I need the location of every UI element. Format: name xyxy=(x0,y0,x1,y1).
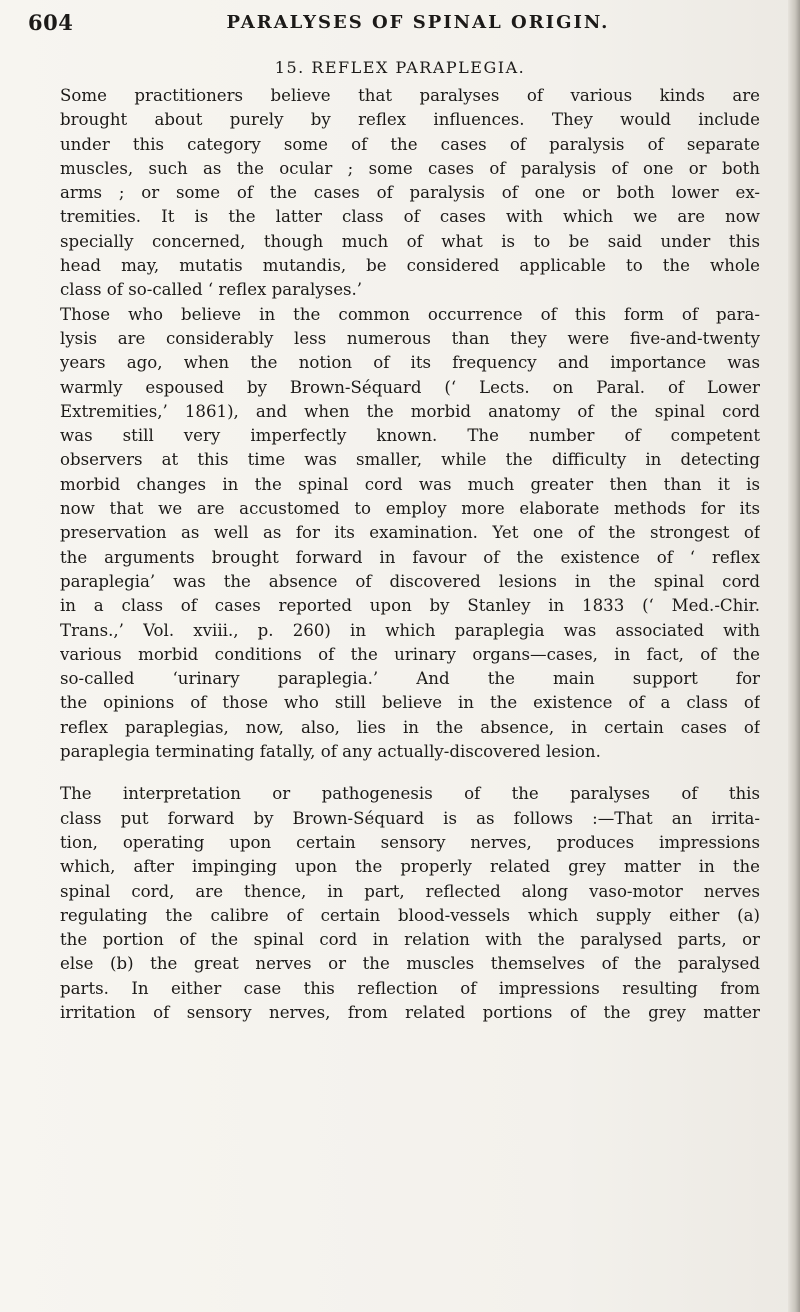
paragraph-2 xyxy=(60,303,760,765)
text-line: arms ; or some of the cases of paralysis of one or both lower ex- xyxy=(60,183,760,203)
text-line: specially concerned, though much of what is to be said under this xyxy=(60,231,760,251)
section-heading: 15. REFLEX PARAPLEGIA. xyxy=(274,58,526,77)
text-line: years ago, when the notion of its frequency and importance was xyxy=(60,353,760,373)
text-line: morbid changes in the spinal cord was much greater then than it is xyxy=(60,474,760,494)
text-line: now that we are accustomed to employ more elaborate methods for its xyxy=(60,499,760,519)
text-line: regulating the calibre of certain blood-vessels which supply either (a) xyxy=(60,905,760,925)
page-header xyxy=(28,8,768,40)
text-line: muscles, such as the ocular ; some cases of paralysis of one or both xyxy=(60,158,760,178)
text-line: else (b) the great nerves or the muscles themselves of the paralysed xyxy=(60,954,760,974)
text-line: spinal cord, are thence, in part, reflected along vaso-motor nerves xyxy=(60,881,760,901)
text-line: Extremities,’ 1861), and when the morbid anatomy of the spinal cord xyxy=(60,401,760,421)
text-line: paraplegia terminating fatally, of any actually-discovered lesion. xyxy=(60,742,601,762)
body-text xyxy=(60,84,760,1025)
text-line: so-called ‘urinary paraplegia.’ And the main support for xyxy=(60,669,760,689)
text-line: the opinions of those who still believe in the existence of a class of xyxy=(60,693,760,713)
paragraph-3 xyxy=(60,782,760,1025)
text-line: which, after impinging upon the properly related grey matter in the xyxy=(60,857,760,877)
page-number: 604 xyxy=(28,10,74,35)
text-line: class of so-called ‘ reflex paralyses.’ xyxy=(60,280,363,300)
paragraph-1 xyxy=(60,84,760,303)
paragraph-gap xyxy=(60,764,760,782)
text-line: the portion of the spinal cord in relation with the paralysed parts, or xyxy=(60,930,760,950)
text-line: brought about purely by reflex influences. They would include xyxy=(60,110,760,130)
text-line: head may, mutatis mutandis, be considered applicable to the whole xyxy=(60,256,760,276)
text-line: Trans.,’ Vol. xviii., p. 260) in which paraplegia was associated with xyxy=(60,620,760,640)
text-line: paraplegia’ was the absence of discovered lesions in the spinal cord xyxy=(60,571,760,591)
text-line: in a class of cases reported upon by Stanley in 1833 (‘ Med.-Chir. xyxy=(60,596,760,616)
text-line: preservation as well as for its examination. Yet one of the strongest of xyxy=(60,523,760,543)
text-line: lysis are considerably less numerous than they were five-and-twenty xyxy=(60,328,760,348)
text-line: tion, operating upon certain sensory nerves, produces impressions xyxy=(60,832,760,852)
text-line: The interpretation or pathogenesis of the paralyses of this xyxy=(60,784,760,804)
text-line: under this category some of the cases of paralysis of separate xyxy=(60,134,760,154)
text-line: various morbid conditions of the urinary organs—cases, in fact, of the xyxy=(60,644,760,664)
text-line: was still very imperfectly known. The number of competent xyxy=(60,426,760,446)
text-line: Those who believe in the common occurrence of this form of para- xyxy=(60,304,760,324)
text-line: the arguments brought forward in favour of the existence of ‘ reflex xyxy=(60,547,760,567)
running-head: PARALYSES OF SPINAL ORIGIN. xyxy=(226,12,610,33)
text-line: irritation of sensory nerves, from related portions of the grey matter xyxy=(60,1002,760,1022)
text-line: class put forward by Brown-Séquard is as follows :—That an irrita- xyxy=(60,808,760,828)
text-line: Some practitioners believe that paralyses of various kinds are xyxy=(60,86,760,105)
text-line: warmly espoused by Brown-Séquard (‘ Lects. on Paral. of Lower xyxy=(60,377,760,397)
text-line: observers at this time was smaller, while the difficulty in detecting xyxy=(60,450,760,470)
text-line: parts. In either case this reflection of impressions resulting from xyxy=(60,978,760,998)
page-gutter-shadow xyxy=(788,0,800,1312)
text-line: reflex paraplegias, now, also, lies in the absence, in certain cases of xyxy=(60,717,760,737)
text-line: tremities. It is the latter class of cases with which we are now xyxy=(60,207,760,227)
